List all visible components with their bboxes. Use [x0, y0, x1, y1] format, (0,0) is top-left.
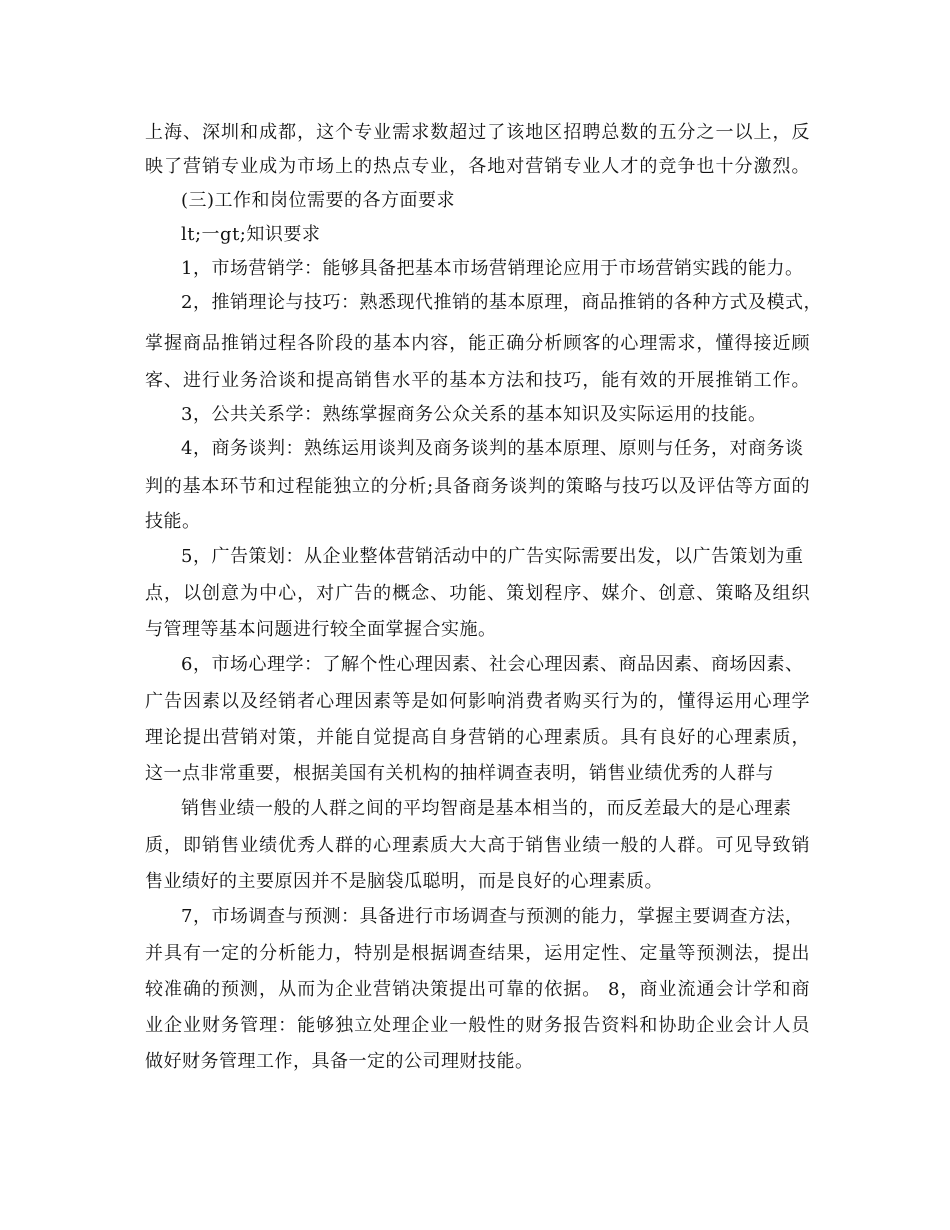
subsection-heading: lt;一gt;知识要求 [181, 224, 321, 245]
section-heading: (三)工作和岗位需要的各方面要求 [181, 190, 456, 211]
text-line: 7，市场调查与预测：具备进行市场调查与预测的能力，掌握主要调查方法， [181, 906, 804, 927]
text-line: 较准确的预测，从而为企业营销决策提出可靠的依据。 8，商业流通会计学和商 [145, 979, 810, 1000]
text-line: 掌握商品推销过程各阶段的基本内容，能正确分析顾客的心理需求，懂得接近顾 [145, 333, 810, 354]
text-line: 技能。 [145, 511, 201, 532]
text-line: 并具有一定的分析能力，特别是根据调查结果，运用定性、定量等预测法，提出 [145, 943, 810, 964]
text-line: 客、进行业务洽谈和提高销售水平的基本方法和技巧，能有效的开展推销工作。 [145, 370, 810, 391]
text-line: 上海、深圳和成都，这个专业需求数超过了该地区招聘总数的五分之一以上，反 [145, 122, 810, 143]
text-line: 3，公共关系学：熟练掌握商务公众关系的基本知识及实际运用的技能。 [181, 404, 767, 425]
text-line: 质，即销售业绩优秀人群的心理素质大大高于销售业绩一般的人群。可见导致销 [145, 835, 810, 856]
text-line: 销售业绩一般的人群之间的平均智商是基本相当的，而反差最大的是心理素 [181, 798, 792, 819]
text-line: 4，商务谈判：熟练运用谈判及商务谈判的基本原理、原则与任务，对商务谈 [181, 438, 804, 459]
text-line: 6，市场心理学：了解个性心理因素、社会心理因素、商品因素、商场因素、 [181, 654, 804, 675]
text-line: 判的基本环节和过程能独立的分析;具备商务谈判的策略与技巧以及评估等方面的 [145, 476, 810, 497]
text-line: 1，市场营销学：能够具备把基本市场营销理论应用于市场营销实践的能力。 [181, 258, 804, 279]
text-line: 售业绩好的主要原因并不是脑袋瓜聪明，而是良好的心理素质。 [145, 871, 663, 892]
text-line: 与管理等基本问题进行较全面掌握合实施。 [145, 619, 497, 640]
text-line: 业企业财务管理：能够独立处理企业一般性的财务报告资料和协助企业会计人员 [145, 1015, 810, 1036]
text-line: 5，广告策划：从企业整体营销活动中的广告实际需要出发，以广告策划为重 [181, 546, 804, 567]
text-line: 做好财务管理工作，具备一定的公司理财技能。 [145, 1051, 534, 1072]
text-line: 2，推销理论与技巧：熟悉现代推销的基本原理，商品推销的各种方式及模式， [181, 292, 822, 313]
text-line: 点，以创意为中心，对广告的概念、功能、策划程序、媒介、创意、策略及组织 [145, 583, 810, 604]
text-line: 这一点非常重要，根据美国有关机构的抽样调查表明，销售业绩优秀的人群与 [145, 763, 774, 784]
text-line: 映了营销专业成为市场上的热点专业，各地对营销专业人才的竞争也十分激烈。 [145, 156, 810, 177]
text-line: 广告因素以及经销者心理因素等是如何影响消费者购买行为的，懂得运用心理学 [145, 691, 810, 712]
text-line: 理论提出营销对策，并能自觉提高自身营销的心理素质。具有良好的心理素质， [145, 727, 810, 748]
